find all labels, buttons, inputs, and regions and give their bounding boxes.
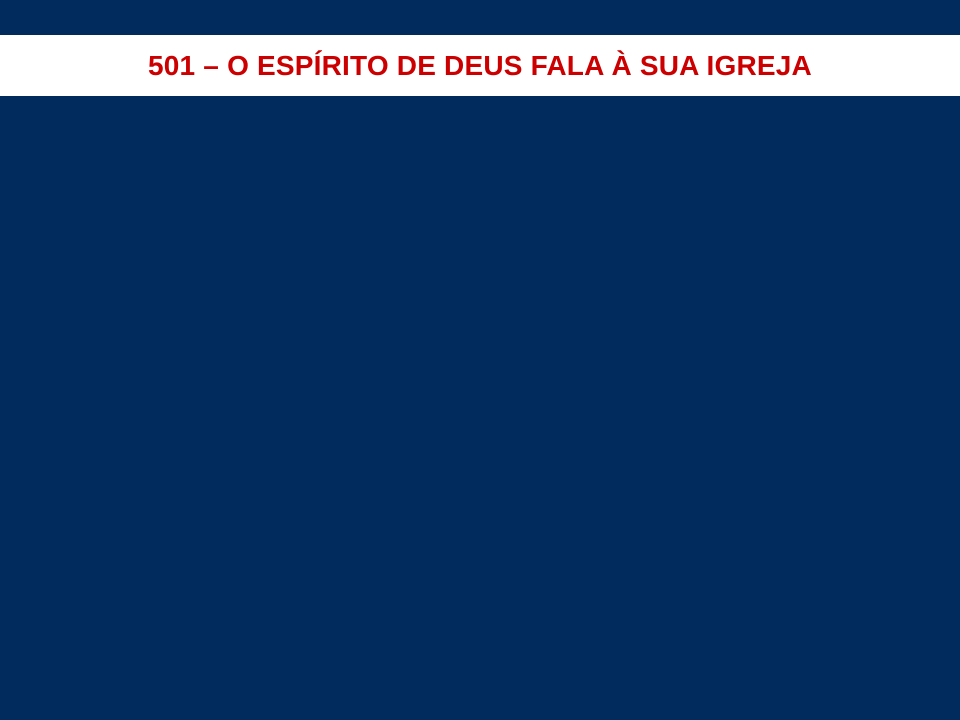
slide-title: 501 – O ESPÍRITO DE DEUS FALA À SUA IGREJA <box>148 49 812 81</box>
title-bar <box>0 35 960 96</box>
